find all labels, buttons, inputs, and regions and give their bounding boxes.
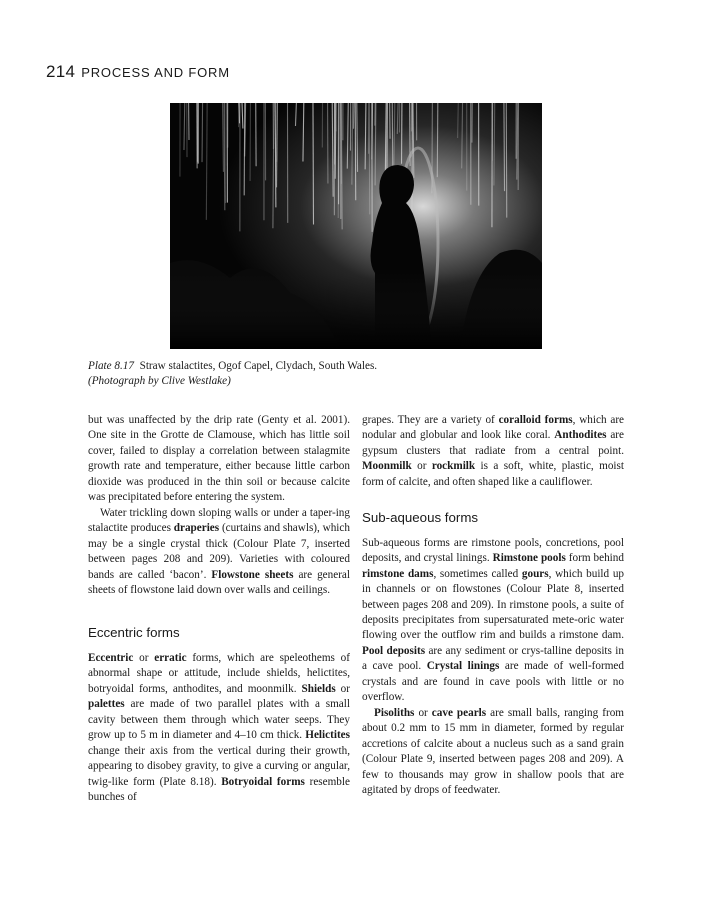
stalactite-straw bbox=[437, 103, 438, 177]
stalactite-straw bbox=[375, 103, 376, 185]
stalactite-straw bbox=[225, 103, 226, 203]
term: Shields bbox=[301, 682, 336, 695]
term: Moonmilk bbox=[362, 460, 412, 473]
caption-text: Straw stalactites, Ogof Capel, Clydach, South Wales. bbox=[139, 360, 378, 372]
term: Rimstone pools bbox=[492, 552, 566, 565]
stalactite-straw bbox=[492, 103, 493, 161]
running-title: PROCESS AND FORM bbox=[81, 65, 230, 80]
term: draperies bbox=[173, 522, 220, 535]
term: Pool deposits bbox=[362, 644, 426, 657]
term: cave pearls bbox=[431, 706, 487, 719]
term: gours bbox=[521, 567, 549, 580]
stalactite-straw bbox=[458, 103, 459, 138]
section-heading: Sub-aqueous forms bbox=[362, 510, 479, 526]
paragraph: Water trickling down sloping walls or under a taper-ing stalactite produces draperies (curtains and shawls), which may be a single crystal thick (Colour Plate 7, inserted between pages 208 and 209). Varieties with coloured bands are called ‘bacon’. Flowstone sheets are general sheets of flowstone laid down over walls and ceilings. bbox=[88, 506, 351, 596]
stalactite-straw bbox=[313, 103, 314, 224]
stalactite-straw bbox=[202, 103, 203, 162]
term: Pisoliths bbox=[374, 706, 415, 719]
paragraph: but was unaffected by the drip rate (Genty et al. 2001). One site in the Grotte de Clamouse, which has little soil cover, failed to display a correlation between stalagmite growth rate and temperature, either because little carbon dioxide was produced in the thin soil or because calcite was precipitated before entering the system. bbox=[88, 414, 350, 504]
term: Botryoidal forms bbox=[221, 775, 305, 788]
stalactite-straw bbox=[357, 103, 358, 172]
paragraph: Pisoliths or cave pearls are small balls, ranging from about 0.2 mm to 15 mm in diameter, formed by regular accretions of calcite about a nucleus such as a sand grain (Colour Plate 9, inserted between pages 208 and 209). A few to thousands may grow in shallow pools that are agitated by drops of feedwater. bbox=[362, 706, 625, 796]
term: Anthodites bbox=[554, 429, 607, 442]
plate-label: Plate 8.17 bbox=[88, 360, 134, 372]
term: rockmilk bbox=[431, 460, 476, 473]
stalactite-straw bbox=[355, 103, 356, 200]
stalactite-straw bbox=[239, 103, 240, 123]
term: erratic bbox=[154, 651, 187, 664]
term: Crystal linings bbox=[426, 660, 500, 673]
term: palettes bbox=[88, 698, 125, 711]
stalactite-straw bbox=[277, 103, 278, 187]
paragraph: Eccentric or erratic forms, which are speleothems of abnormal shape or attitude, include shields, helictites, botryoidal forms, anthodites, and moonmilk. Shields or palettes are made of two parallel plates with a small cavity between them through which water seeps. They grow up to 5 m in diameter and 4–10 cm thick. Helictites change their axis from the vertical during their growth, appearing to disobey gravity, to give a curving or angular, twig-like form (Plate 8.18). Botryoidal forms resemble bunches of bbox=[88, 651, 350, 803]
figure-caption bbox=[88, 359, 648, 389]
stalactite-straw bbox=[244, 103, 245, 195]
paragraph: grapes. They are a variety of coralloid forms, which are nodular and globular and look like coral. Anthodites are gypsum clusters that radiate from a central point. Moonmilk or rockmilk is a soft, white, plastic, moist form of calcite, and often shaped like a cauliflower. bbox=[362, 414, 625, 488]
running-header bbox=[46, 62, 230, 82]
page-number: 214 bbox=[46, 62, 76, 81]
term: coralloid forms bbox=[498, 414, 573, 426]
term: Flowstone sheets bbox=[211, 568, 294, 581]
section-heading: Eccentric forms bbox=[88, 625, 180, 641]
term: rimstone dams bbox=[362, 567, 434, 580]
term: Eccentric bbox=[88, 651, 134, 664]
paragraph: Sub-aqueous forms are rimstone pools, concretions, pool deposits, and crystal linings. Rimstone pools form behind rimstone dams, sometimes called gours, which build up in channels or on flowstones (Colour Plate 8, inserted between pages 208 and 209). In rimstone pools, a suite of deposits precipitates from supersaturated mete-oric water flowing over the outflow rim and builds a rimstone dam. Pool deposits are any sediment or crys-talline deposits in a cave pool. Crystal linings are made of well-formed crystals and are found in cave pools with little or no overflow. bbox=[362, 536, 625, 704]
term: Helictites bbox=[305, 729, 350, 742]
stalactite-straw bbox=[392, 103, 393, 167]
right-column bbox=[362, 413, 624, 798]
stalactite-straw bbox=[275, 103, 276, 207]
stalactite-straw bbox=[504, 103, 505, 191]
cave-photograph bbox=[170, 103, 542, 349]
photo-credit: (Photograph by Clive Westlake) bbox=[88, 375, 231, 387]
stalactite-straw bbox=[352, 103, 353, 185]
stalactite-straw bbox=[365, 103, 366, 169]
left-column bbox=[88, 413, 350, 805]
stalactite-straw bbox=[184, 103, 185, 150]
